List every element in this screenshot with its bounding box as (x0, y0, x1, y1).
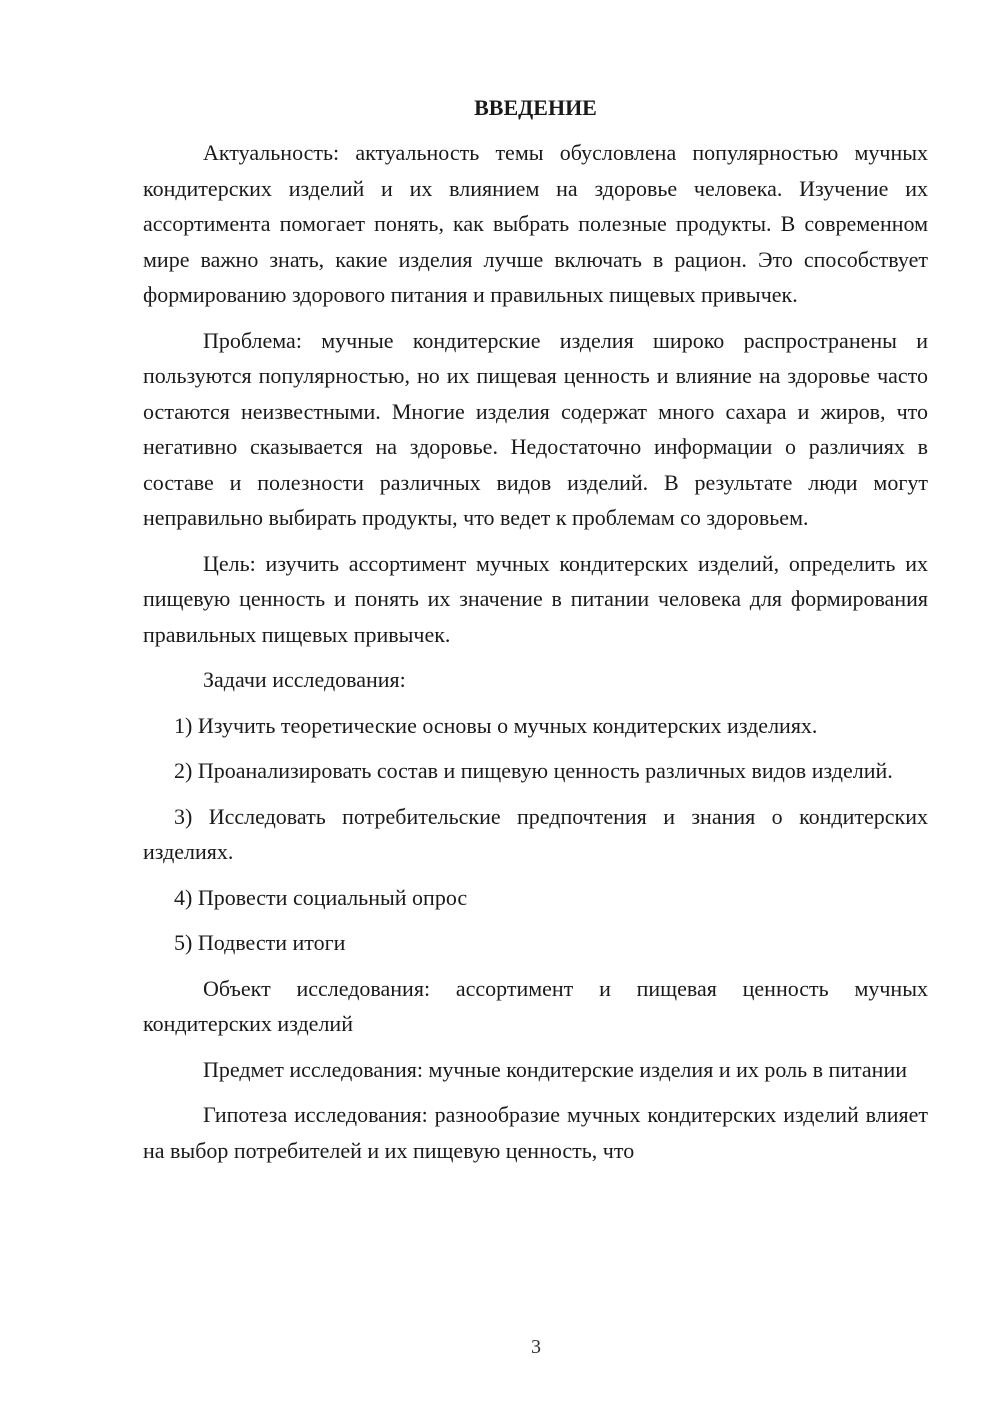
paragraph-goal: Цель: изучить ассортимент мучных кондитерских изделий, определить их пищевую ценность и понять их значение в питании человека для формирования правильных пищевых привычек. (143, 550, 928, 647)
section-title: ВВЕДЕНИЕ (474, 95, 597, 120)
paragraph-tasks-heading: Задачи исследования: (203, 667, 406, 692)
task-item-5: 5) Подвести итоги (174, 930, 346, 955)
page-number: 3 (531, 1336, 541, 1358)
task-item-4: 4) Провести социальный опрос (174, 884, 468, 910)
paragraph-object: Объект исследования: ассортимент и пищевая ценность мучных кондитерских изделий (143, 975, 928, 1036)
paragraph-problem: Проблема: мучные кондитерские изделия широко распространены и пользуются популярностью, но их пищевая ценность и влияние на здоровье часто остаются неизвестными. Многие изделия содержат много сахара и жиров, что негативно сказывается на здоровье. Недостаточно информации о различиях в составе и полезности различных видов изделий. В результате люди могут неправильно выбирать продукты, что ведет к проблемам со здоровьем. (143, 327, 928, 530)
task-item-3: 3) Исследовать потребительские предпочтения и знания о кондитерских изделиях. (143, 803, 928, 864)
paragraph-subject: Предмет исследования: мучные кондитерские изделия и их роль в питании (203, 1056, 907, 1082)
document-page (143, 90, 928, 1178)
paragraph-relevance: Актуальность: актуальность темы обусловлена популярностью мучных кондитерских изделий и их влиянием на здоровье человека. Изучение их ассортимента помогает понять, как выбрать полезные продукты. В современном мире важно знать, какие изделия лучше включать в рацион. Это способствует формированию здорового питания и правильных пищевых привычек. (143, 140, 928, 307)
task-item-2: 2) Проанализировать состав и пищевую ценность различных видов изделий. (174, 758, 893, 783)
task-item-1: 1) Изучить теоретические основы о мучных кондитерских изделиях. (174, 712, 818, 738)
paragraph-hypothesis: Гипотеза исследования: разнообразие мучных кондитерских изделий влияет на выбор потребителей и их пищевую ценность, что (143, 1102, 928, 1163)
